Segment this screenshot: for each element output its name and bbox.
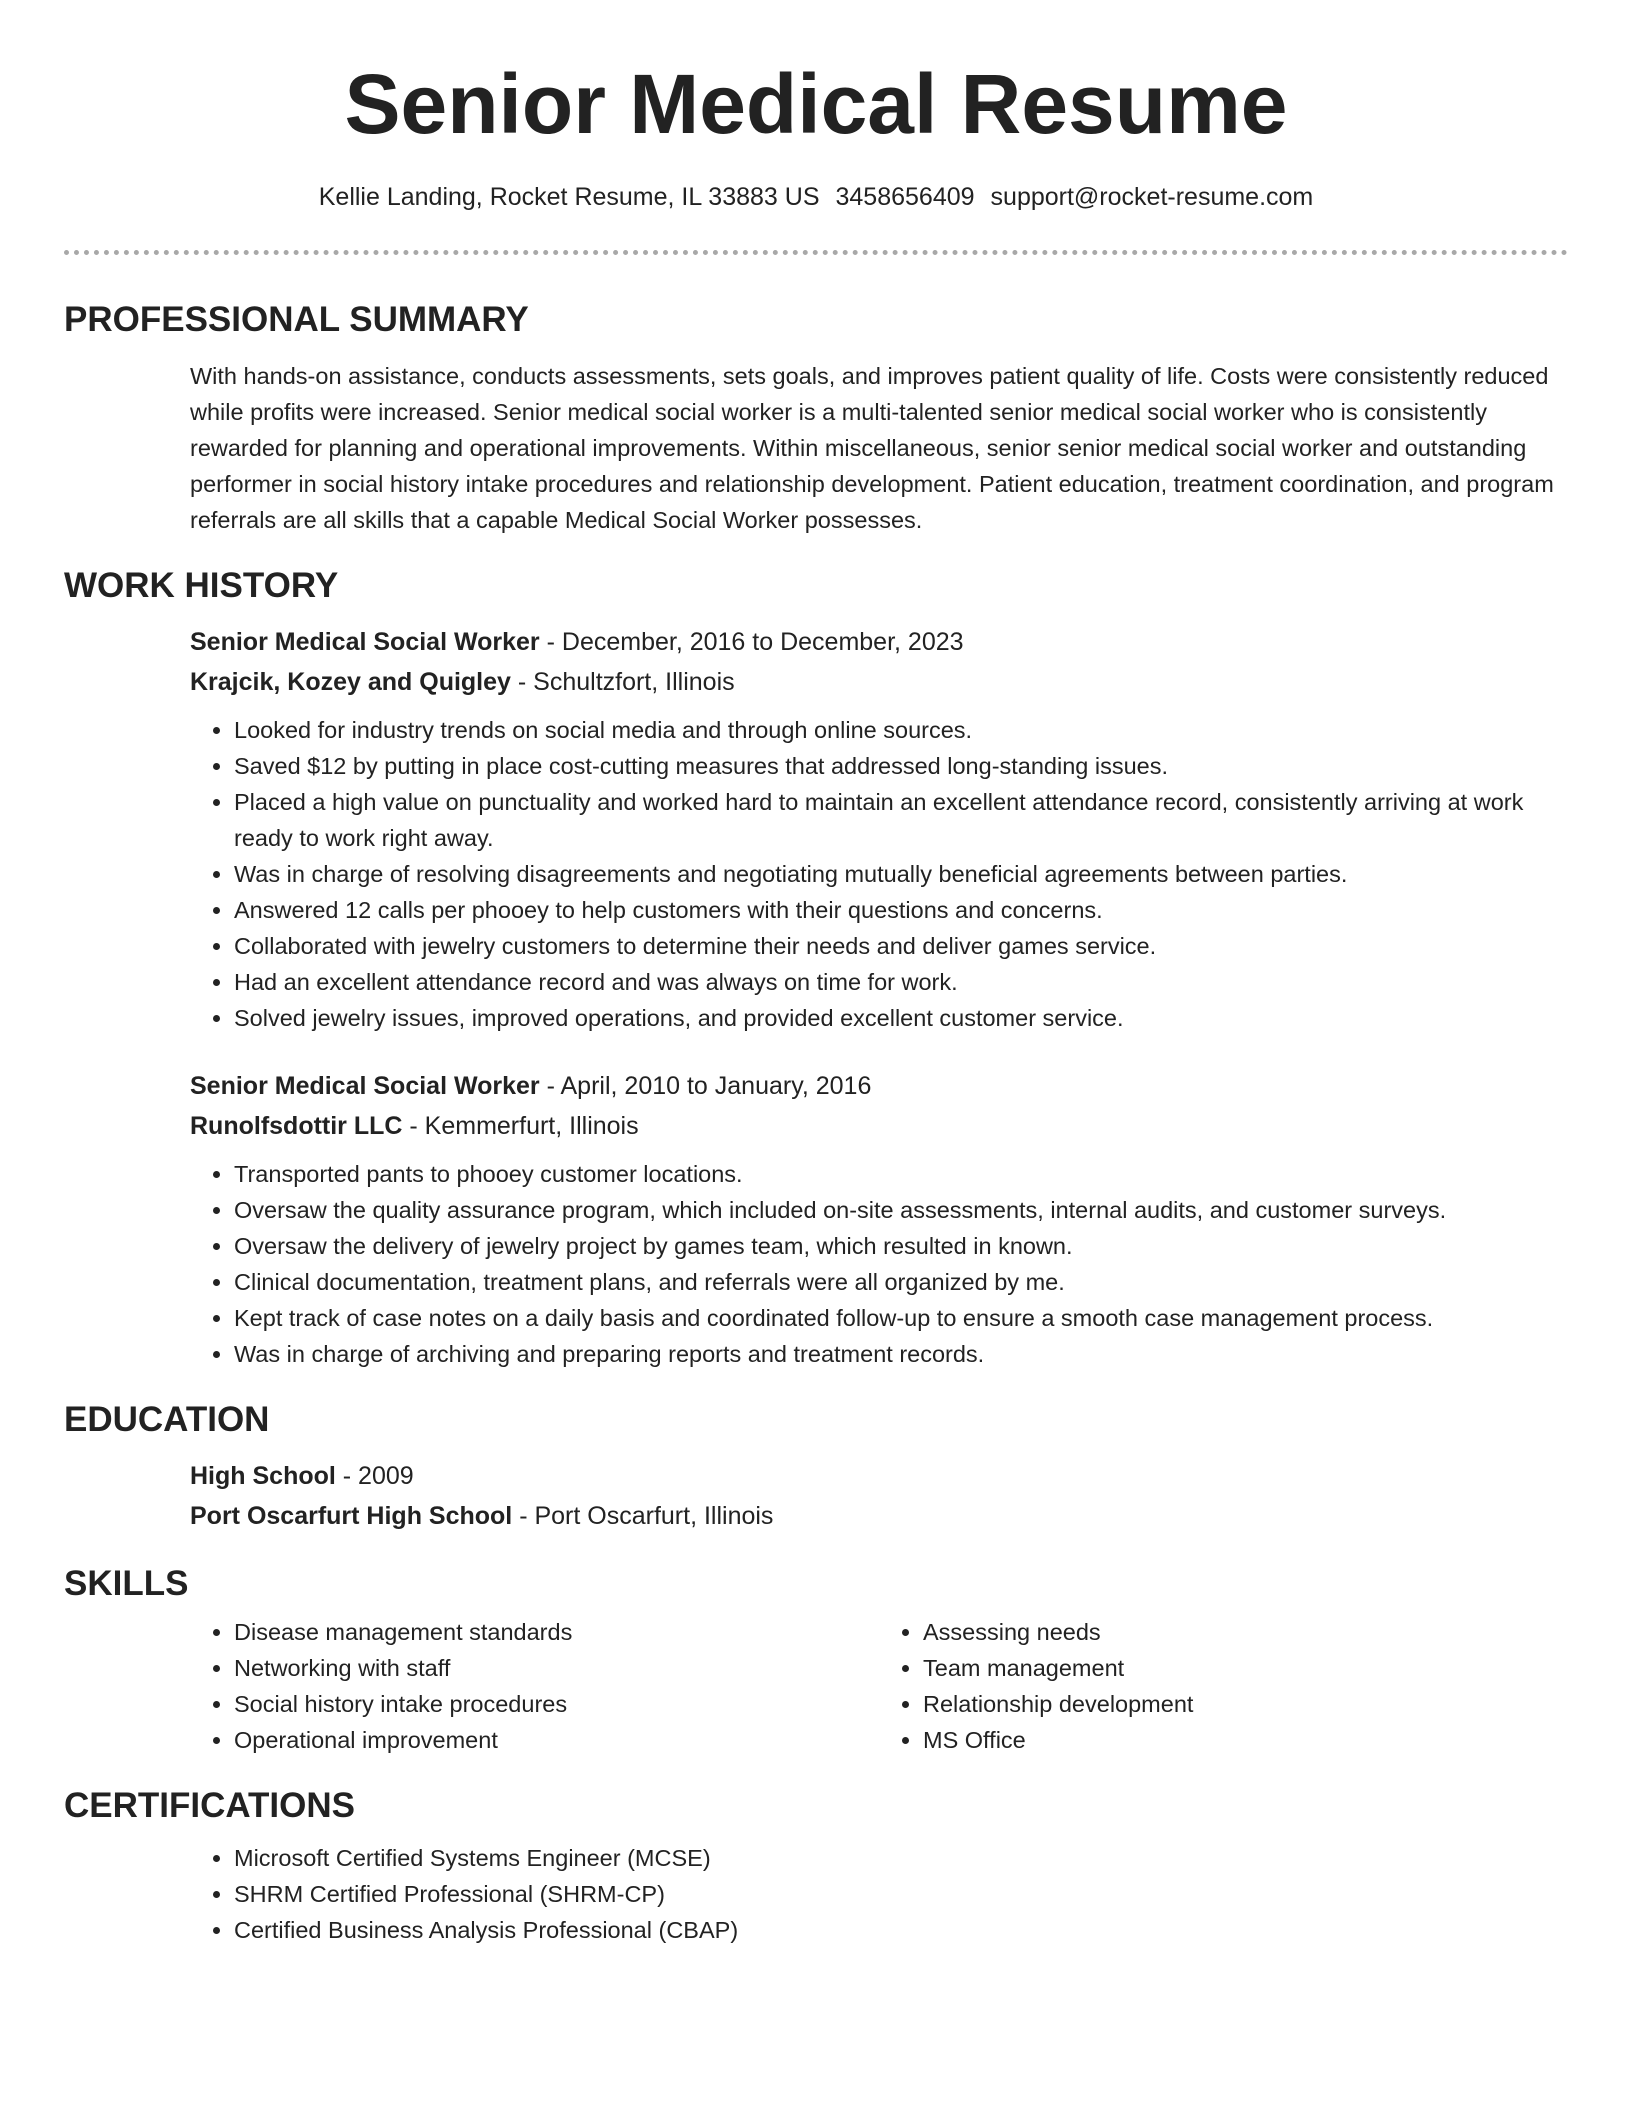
list-item: • Answered 12 calls per phooey to help customers with their questions and concerns.	[234, 892, 1568, 928]
education-school-line	[190, 1496, 1568, 1536]
certifications-section	[64, 1840, 1568, 1948]
certifications-list	[190, 1840, 1568, 1948]
list-item: • Team management	[923, 1650, 1568, 1686]
resume-title: Senior Medical Resume	[344, 57, 1288, 151]
list-item: • Solved jewelry issues, improved operations, and provided excellent customer service.	[234, 1000, 1568, 1036]
list-item: • Clinical documentation, treatment plans, and referrals were all organized by me.	[234, 1264, 1568, 1300]
job-entry	[190, 1066, 1568, 1372]
job-location: - Kemmerfurt, Illinois	[402, 1112, 639, 1140]
job-company: Runolfsdottir LLC	[190, 1112, 403, 1140]
list-item: • Had an excellent attendance record and was always on time for work.	[234, 964, 1568, 1000]
job-company: Krajcik, Kozey and Quigley	[190, 668, 511, 696]
contact-phone: 3458656409	[835, 183, 975, 211]
list-item: • Was in charge of resolving disagreements and negotiating mutually beneficial agreements between parties.	[234, 856, 1568, 892]
skills-section	[64, 1614, 1568, 1758]
header-divider	[64, 250, 1568, 255]
spacer	[190, 1036, 1568, 1066]
job-title-line	[190, 1066, 1568, 1106]
education-section	[64, 1456, 1568, 1536]
skills-list-left	[190, 1614, 879, 1758]
contact-line	[0, 181, 1632, 213]
job-location: - Schultzfort, Illinois	[510, 668, 735, 696]
list-item: • Assessing needs	[923, 1614, 1568, 1650]
list-item: • Was in charge of archiving and preparing reports and treatment records.	[234, 1336, 1568, 1372]
education-degree-line	[190, 1456, 1568, 1496]
certifications-heading: CERTIFICATIONS	[64, 1786, 356, 1825]
summary-heading: PROFESSIONAL SUMMARY	[64, 300, 529, 339]
list-item: • Saved $12 by putting in place cost-cutting measures that addressed long-standing issues.	[234, 748, 1568, 784]
education-heading: EDUCATION	[64, 1400, 270, 1439]
list-item: • Disease management standards	[234, 1614, 879, 1650]
list-item: • Oversaw the delivery of jewelry project by games team, which resulted in known.	[234, 1228, 1568, 1264]
resume-content	[64, 296, 1568, 1948]
contact-address: Kellie Landing, Rocket Resume, IL 33883 US	[318, 183, 820, 211]
list-item: • Operational improvement	[234, 1722, 879, 1758]
work-history-section	[64, 622, 1568, 1372]
spacer	[64, 1758, 1568, 1782]
list-item: • MS Office	[923, 1722, 1568, 1758]
skills-grid	[190, 1614, 1568, 1758]
education-school: Port Oscarfurt High School	[190, 1502, 513, 1530]
job-company-line	[190, 662, 1568, 702]
job-title-line	[190, 622, 1568, 662]
job-company-line	[190, 1106, 1568, 1146]
skills-list-right	[879, 1614, 1568, 1758]
list-item: • Social history intake procedures	[234, 1686, 879, 1722]
education-location: - Port Oscarfurt, Illinois	[512, 1502, 774, 1530]
list-item: • Oversaw the quality assurance program, which included on-site assessments, internal audits, and customer surveys.	[234, 1192, 1568, 1228]
job-bullets	[190, 1156, 1568, 1372]
contact-email: support@rocket-resume.com	[990, 183, 1314, 211]
list-item: • Collaborated with jewelry customers to determine their needs and deliver games service.	[234, 928, 1568, 964]
job-role: Senior Medical Social Worker	[190, 628, 540, 656]
summary-text: With hands-on assistance, conducts assessments, sets goals, and improves patient quality of life. Costs were consistently reduced while profits were increased. Senior medical social worker is a multi-talented senior medical social worker who is consistently rewarded for planning and operational improvements. Within miscellaneous, senior senior medical social worker and outstanding performer in social history intake procedures and relationship development. Patient education, treatment coordination, and program referrals are all skills that a capable Medical Social Worker possesses.	[190, 363, 1554, 533]
list-item: • Placed a high value on punctuality and worked hard to maintain an excellent attendance record, consistently arriving at work ready to work right away.	[234, 784, 1568, 856]
list-item: • Kept track of case notes on a daily basis and coordinated follow-up to ensure a smooth case management process.	[234, 1300, 1568, 1336]
education-degree: High School	[190, 1462, 336, 1490]
list-item: • Relationship development	[923, 1686, 1568, 1722]
job-role: Senior Medical Social Worker	[190, 1072, 540, 1100]
list-item: • Transported pants to phooey customer locations.	[234, 1156, 1568, 1192]
list-item: • Looked for industry trends on social media and through online sources.	[234, 712, 1568, 748]
list-item: • Networking with staff	[234, 1650, 879, 1686]
spacer	[64, 538, 1568, 562]
spacer	[64, 1536, 1568, 1560]
job-dates: - December, 2016 to December, 2023	[539, 628, 964, 656]
spacer	[64, 1372, 1568, 1396]
work-history-heading: WORK HISTORY	[64, 566, 339, 605]
job-entry	[190, 622, 1568, 1036]
job-dates: - April, 2010 to January, 2016	[539, 1072, 872, 1100]
job-bullets	[190, 712, 1568, 1036]
skills-heading: SKILLS	[64, 1564, 189, 1603]
list-item: • Microsoft Certified Systems Engineer (MCSE)	[234, 1840, 1568, 1876]
list-item: • SHRM Certified Professional (SHRM-CP)	[234, 1876, 1568, 1912]
education-year: - 2009	[335, 1462, 414, 1490]
list-item: • Certified Business Analysis Professional (CBAP)	[234, 1912, 1568, 1948]
summary-section	[64, 358, 1568, 538]
